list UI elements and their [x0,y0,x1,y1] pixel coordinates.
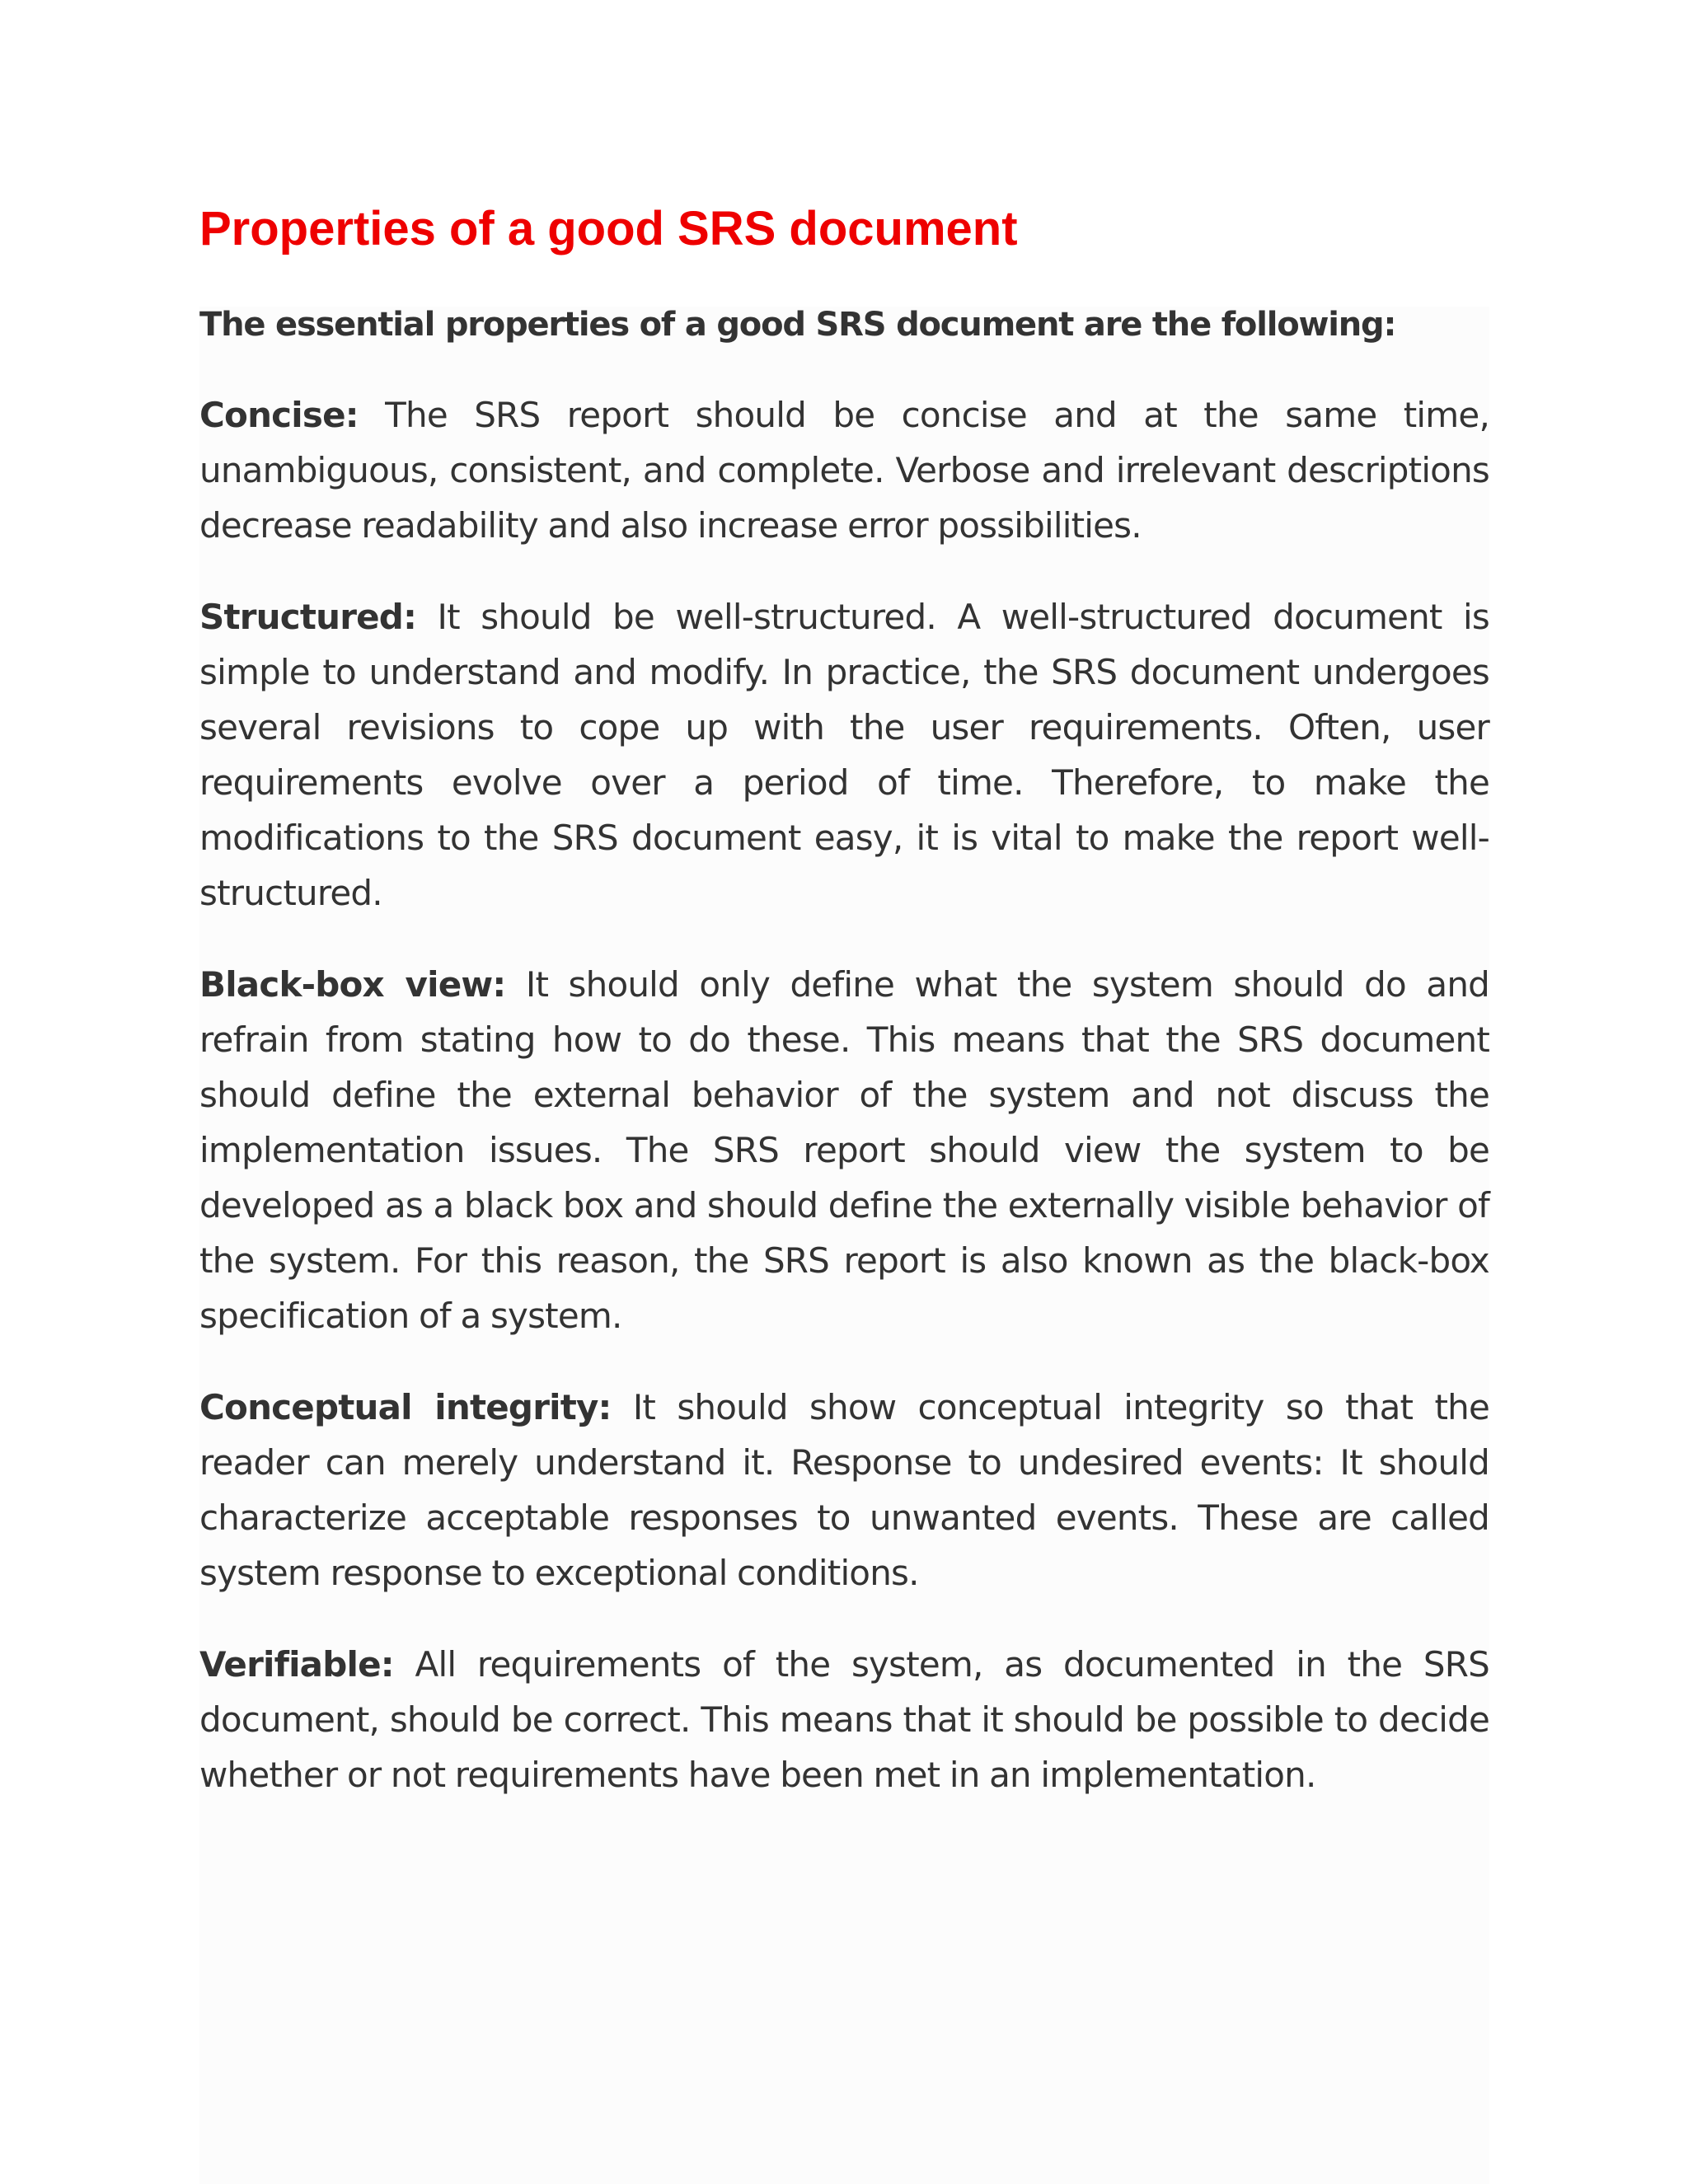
section-black-box-view [199,957,1489,1343]
section-term: Verifiable: [199,1644,394,1685]
document-title: Properties of a good SRS document [199,202,1018,255]
section-text: All requirements of the system, as documented in the SRS document, should be correct. This means that it should be possible to decide whether or not requirements have been met in an implementation. [199,1644,1489,1795]
section-text: It should only define what the system should do and refrain from stating how to do these. This means that the SRS document should define the external behavior of the system and not discuss the implementation issues. The SRS report should view the system to be developed as a black box and should define the externally visible behavior of the system. For this reason, the SRS report is also known as the black-box specification of a system. [199,964,1489,1336]
section-term: Conceptual integrity: [199,1387,612,1427]
document-intro: The essential properties of a good SRS document are the following: [199,306,1396,344]
section-verifiable [199,1637,1489,1802]
section-conceptual-integrity [199,1380,1489,1601]
section-structured [199,589,1489,921]
document-content [199,196,1489,1802]
section-text: It should be well-structured. A well-structured document is simple to understand and modify. In practice, the SRS document undergoes several revisions to cope up with the user requirements. Often, user requirements evolve over a period of time. Therefore, to make the modifications to the SRS document easy, it is vital to make the report well-structured. [199,597,1489,913]
section-term: Black-box view: [199,964,506,1005]
section-term: Concise: [199,395,359,435]
section-text: It should show conceptual integrity so that the reader can merely understand it. Response to undesired events: It should characterize acceptable responses to unwanted events. These are called system response to exceptional conditions. [199,1387,1489,1593]
section-concise [199,387,1489,553]
section-text: The SRS report should be concise and at the same time, unambiguous, consistent, and complete. Verbose and irrelevant descriptions decrease readability and also increase error possibilities. [199,395,1489,546]
section-term: Structured: [199,597,417,637]
